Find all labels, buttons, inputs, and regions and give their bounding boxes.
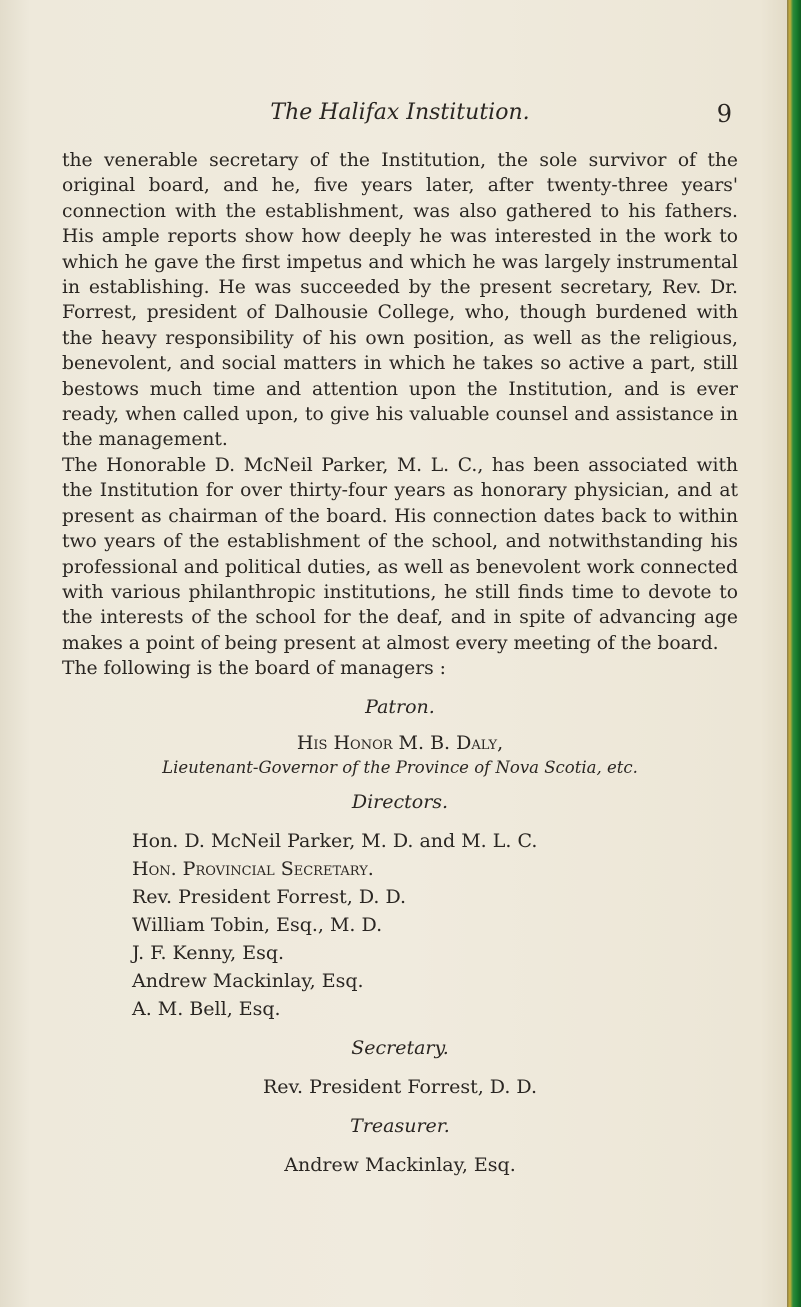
book-spine-edge bbox=[787, 0, 801, 1307]
paragraph-1: the venerable secretary of the Institution, the sole survivor of the original board, and he, five years later, after twenty-three years' connection with the establishment, was also gathered to his fathers. His ample reports show how deeply he was interested in the work to which he gave the first impetus and which he was largely instrumental in establishing. He was succeeded by the present secretary, Rev. Dr. Forrest, president of Dalhousie College, who, though burdened with the heavy responsibility of his own position, as well as the religious, benevolent, and social matters in which he takes so active a part, still bestows much time and attention upon the Institution, and is ever ready, when called upon, to give his valuable counsel and assistance in the management. bbox=[62, 150, 738, 451]
directors-list bbox=[62, 827, 738, 1023]
paragraph-3: The following is the board of managers : bbox=[62, 658, 446, 680]
patron-name: His Honor M. B. Daly, bbox=[296, 731, 504, 754]
director-item: Hon. D. McNeil Parker, M. D. and M. L. C. bbox=[132, 829, 538, 852]
director-item: William Tobin, Esq., M. D. bbox=[132, 913, 383, 936]
page-number: 9 bbox=[716, 100, 732, 128]
director-item: A. M. Bell, Esq. bbox=[132, 997, 281, 1020]
running-header bbox=[62, 100, 738, 140]
patron-title: Lieutenant-Governor of the Province of Nova Scotia, etc. bbox=[162, 757, 638, 777]
page-content bbox=[62, 100, 738, 1179]
secretary-name: Rev. President Forrest, D. D. bbox=[262, 1075, 538, 1098]
secretary-heading: Secretary. bbox=[351, 1036, 449, 1059]
patron-heading: Patron. bbox=[365, 695, 435, 718]
director-item: Andrew Mackinlay, Esq. bbox=[132, 969, 364, 992]
director-item: Hon. Provincial Secretary. bbox=[132, 857, 374, 880]
treasurer-heading: Treasurer. bbox=[350, 1114, 450, 1137]
director-item: J. F. Kenny, Esq. bbox=[132, 941, 285, 964]
paragraph-2: The Honorable D. McNeil Parker, M. L. C., has been associated with the Institution for over thirty-four years as honorary physician, and at present as chairman of the board. His connection dates back to within two years of the establishment of the school, and notwithstanding his professional and political duties, as well as benevolent work connected with various philanthropic institutions, he still finds time to devote to the interests of the school for the deaf, and in spite of advancing age makes a point of being present at almost every meeting of the board. bbox=[62, 454, 738, 654]
director-item: Rev. President Forrest, D. D. bbox=[132, 885, 407, 908]
treasurer-name: Andrew Mackinlay, Esq. bbox=[284, 1153, 516, 1176]
directors-heading: Directors. bbox=[351, 790, 449, 813]
running-title: The Halifax Institution. bbox=[270, 100, 530, 125]
